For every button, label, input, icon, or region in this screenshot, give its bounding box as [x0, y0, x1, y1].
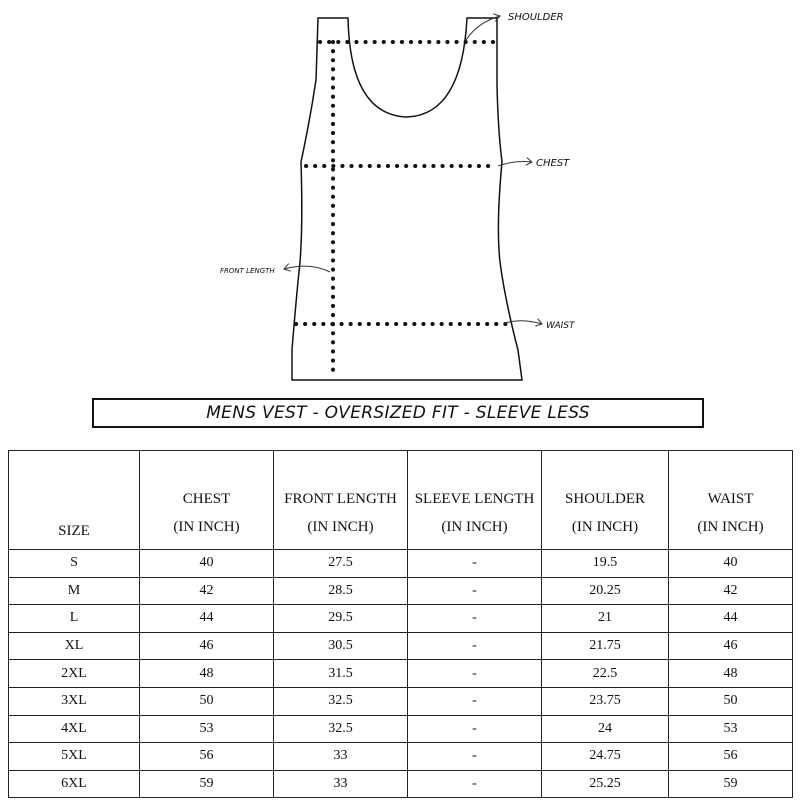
cell-front-length: 27.5 [274, 550, 408, 578]
header-chest: CHEST (IN INCH) [140, 451, 274, 550]
page-title: MENS VEST - OVERSIZED FIT - SLEEVE LESS [206, 403, 590, 423]
chest-arrow [498, 162, 532, 167]
table-row [9, 550, 793, 578]
cell-front-length: 32.5 [274, 687, 408, 715]
cell-shoulder: 22.5 [542, 660, 669, 688]
table-row [9, 687, 793, 715]
cell-shoulder: 20.25 [542, 577, 669, 605]
table-header-row [9, 451, 793, 550]
cell-front-length: 31.5 [274, 660, 408, 688]
header-sleeve-length: SLEEVE LENGTH (IN INCH) [408, 451, 542, 550]
cell-shoulder: 23.75 [542, 687, 669, 715]
size-chart-table [8, 450, 793, 798]
table-row [9, 715, 793, 743]
cell-sleeve-length: - [408, 743, 542, 771]
cell-size: XL [9, 632, 140, 660]
header-shoulder: SHOULDER (IN INCH) [542, 451, 669, 550]
header-front-length: FRONT LENGTH (IN INCH) [274, 451, 408, 550]
table-row [9, 605, 793, 633]
chest-label: CHEST [536, 158, 570, 169]
cell-sleeve-length: - [408, 770, 542, 798]
vest-diagram [0, 0, 800, 395]
cell-front-length: 30.5 [274, 632, 408, 660]
cell-size: S [9, 550, 140, 578]
cell-sleeve-length: - [408, 605, 542, 633]
cell-size: 4XL [9, 715, 140, 743]
cell-chest: 40 [140, 550, 274, 578]
cell-waist: 59 [669, 770, 793, 798]
front-length-arrow [284, 266, 330, 272]
cell-front-length: 29.5 [274, 605, 408, 633]
waist-label: WAIST [546, 321, 575, 331]
table-row [9, 770, 793, 798]
cell-chest: 48 [140, 660, 274, 688]
cell-size: 3XL [9, 687, 140, 715]
cell-waist: 50 [669, 687, 793, 715]
cell-waist: 48 [669, 660, 793, 688]
cell-shoulder: 25.25 [542, 770, 669, 798]
front-length-label: FRONT LENGTH [220, 267, 275, 275]
cell-waist: 40 [669, 550, 793, 578]
cell-sleeve-length: - [408, 632, 542, 660]
cell-chest: 50 [140, 687, 274, 715]
cell-sleeve-length: - [408, 687, 542, 715]
cell-chest: 56 [140, 743, 274, 771]
cell-size: 6XL [9, 770, 140, 798]
table-row [9, 577, 793, 605]
cell-front-length: 32.5 [274, 715, 408, 743]
cell-sleeve-length: - [408, 715, 542, 743]
cell-waist: 53 [669, 715, 793, 743]
cell-chest: 53 [140, 715, 274, 743]
table-row [9, 632, 793, 660]
cell-shoulder: 21.75 [542, 632, 669, 660]
cell-shoulder: 24.75 [542, 743, 669, 771]
cell-front-length: 33 [274, 743, 408, 771]
cell-waist: 44 [669, 605, 793, 633]
cell-size: 2XL [9, 660, 140, 688]
cell-size: 5XL [9, 743, 140, 771]
cell-chest: 44 [140, 605, 274, 633]
cell-front-length: 28.5 [274, 577, 408, 605]
cell-sleeve-length: - [408, 577, 542, 605]
header-waist: WAIST (IN INCH) [669, 451, 793, 550]
cell-sleeve-length: - [408, 660, 542, 688]
table-row [9, 660, 793, 688]
cell-waist: 42 [669, 577, 793, 605]
header-size: SIZE [9, 451, 140, 550]
table-row [9, 743, 793, 771]
cell-front-length: 33 [274, 770, 408, 798]
cell-waist: 56 [669, 743, 793, 771]
cell-shoulder: 24 [542, 715, 669, 743]
cell-chest: 42 [140, 577, 274, 605]
cell-chest: 46 [140, 632, 274, 660]
cell-shoulder: 21 [542, 605, 669, 633]
cell-shoulder: 19.5 [542, 550, 669, 578]
shoulder-label: SHOULDER [508, 12, 564, 23]
cell-size: L [9, 605, 140, 633]
cell-chest: 59 [140, 770, 274, 798]
shoulder-arrow [466, 16, 500, 40]
cell-sleeve-length: - [408, 550, 542, 578]
cell-waist: 46 [669, 632, 793, 660]
title-box [92, 398, 704, 428]
cell-size: M [9, 577, 140, 605]
